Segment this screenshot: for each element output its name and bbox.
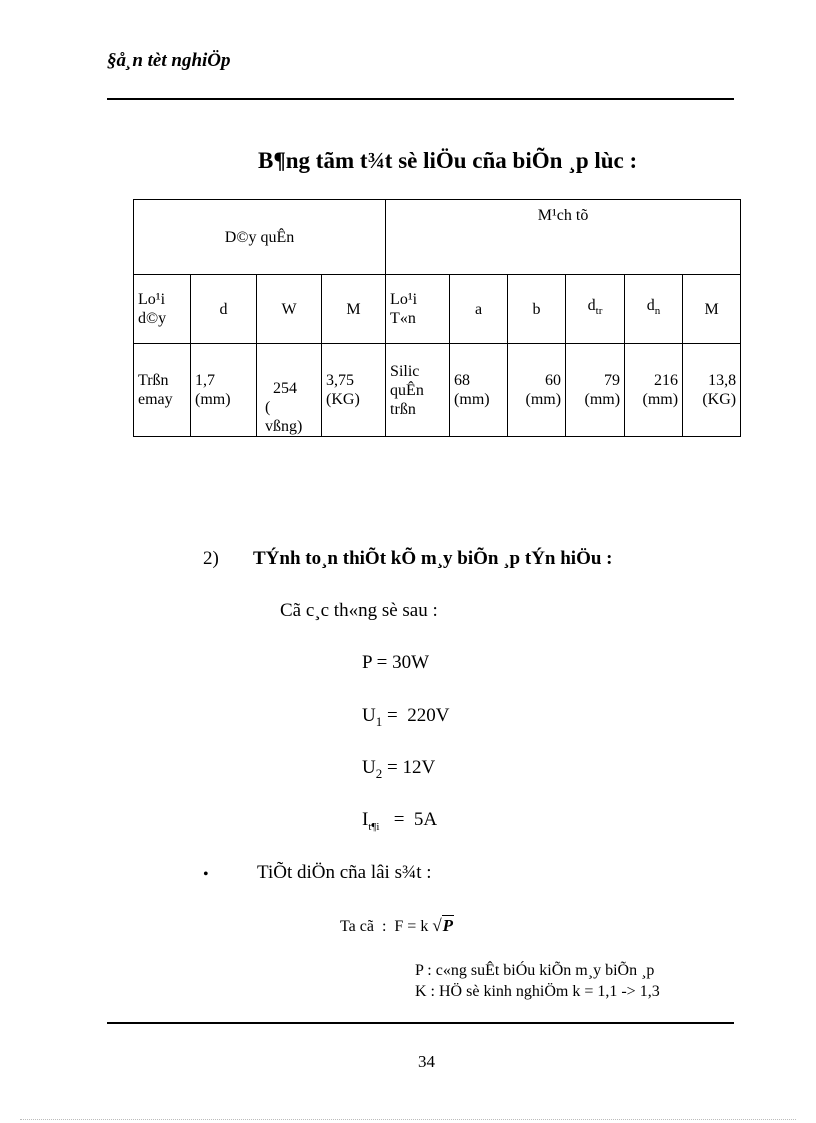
cell-w: 254 ( vßng) [257, 344, 322, 437]
param-u2: $U_2 = 12V$ [362, 757, 436, 781]
cell-a: 68 (mm) [450, 344, 508, 437]
section-number: 2) [203, 548, 219, 569]
definition-p: P : c«ng suÊt biÓu kiÕn m¸y biÕn ¸p [415, 962, 655, 979]
spec-table [133, 199, 741, 437]
table-title: B¶ng tãm t¾t sè liÖu cña biÕn ¸p lùc : [258, 148, 638, 173]
header-rule [107, 98, 734, 100]
group-winding: D©y quÊn [134, 200, 386, 275]
col-w: W [257, 275, 322, 344]
cell-dn: 216 (mm) [625, 344, 683, 437]
section-title: TÝnh to¸n thiÕt kÕ m¸y biÕn ¸p tÝn hiÖu : [253, 548, 613, 569]
col-core-type: Lo¹i T«n [386, 275, 450, 344]
cell-dtr: 79 (mm) [566, 344, 625, 437]
cell-m2: 13,8 (KG) [683, 344, 741, 437]
cell-d: 1,7 (mm) [191, 344, 257, 437]
core-area-formula: Ta cã : F = k √P [340, 916, 454, 935]
definition-k: K : HÖ sè kinh nghiÖm k = 1,1 -> 1,3 [415, 983, 660, 1000]
col-dtr: $d_{tr}$ [566, 275, 625, 344]
col-dn: $d_n$ [625, 275, 683, 344]
sqrt-symbol: √P [432, 916, 454, 935]
param-current: $I_{t\P i} = 5A$ [362, 809, 438, 833]
table-row [134, 344, 741, 437]
bullet-marker: • [203, 866, 209, 883]
running-header: §å¸n tèt nghiÖp [107, 50, 231, 71]
scan-edge-dots [20, 1119, 796, 1120]
col-m2: M [683, 275, 741, 344]
page-number: 34 [418, 1052, 435, 1071]
col-b: b [508, 275, 566, 344]
col-a: a [450, 275, 508, 344]
param-u1: $U_1 = 220V$ [362, 705, 450, 729]
table-header-row [134, 275, 741, 344]
cell-core-type: Silic quÊn trßn [386, 344, 450, 437]
col-wire-type: Lo¹i d©y [134, 275, 191, 344]
cell-m: 3,75 (KG) [322, 344, 386, 437]
bullet-text: TiÕt diÖn cña lâi s¾t : [257, 862, 432, 883]
section-intro: Cã c¸c th«ng sè sau : [280, 600, 438, 621]
footer-rule [107, 1022, 734, 1024]
param-power: P = 30W [362, 652, 430, 673]
group-core: M¹ch tõ [386, 200, 741, 275]
cell-b: 60 (mm) [508, 344, 566, 437]
table-group-row [134, 200, 741, 275]
col-m: M [322, 275, 386, 344]
cell-wire-type: Trßn emay [134, 344, 191, 437]
col-d: d [191, 275, 257, 344]
